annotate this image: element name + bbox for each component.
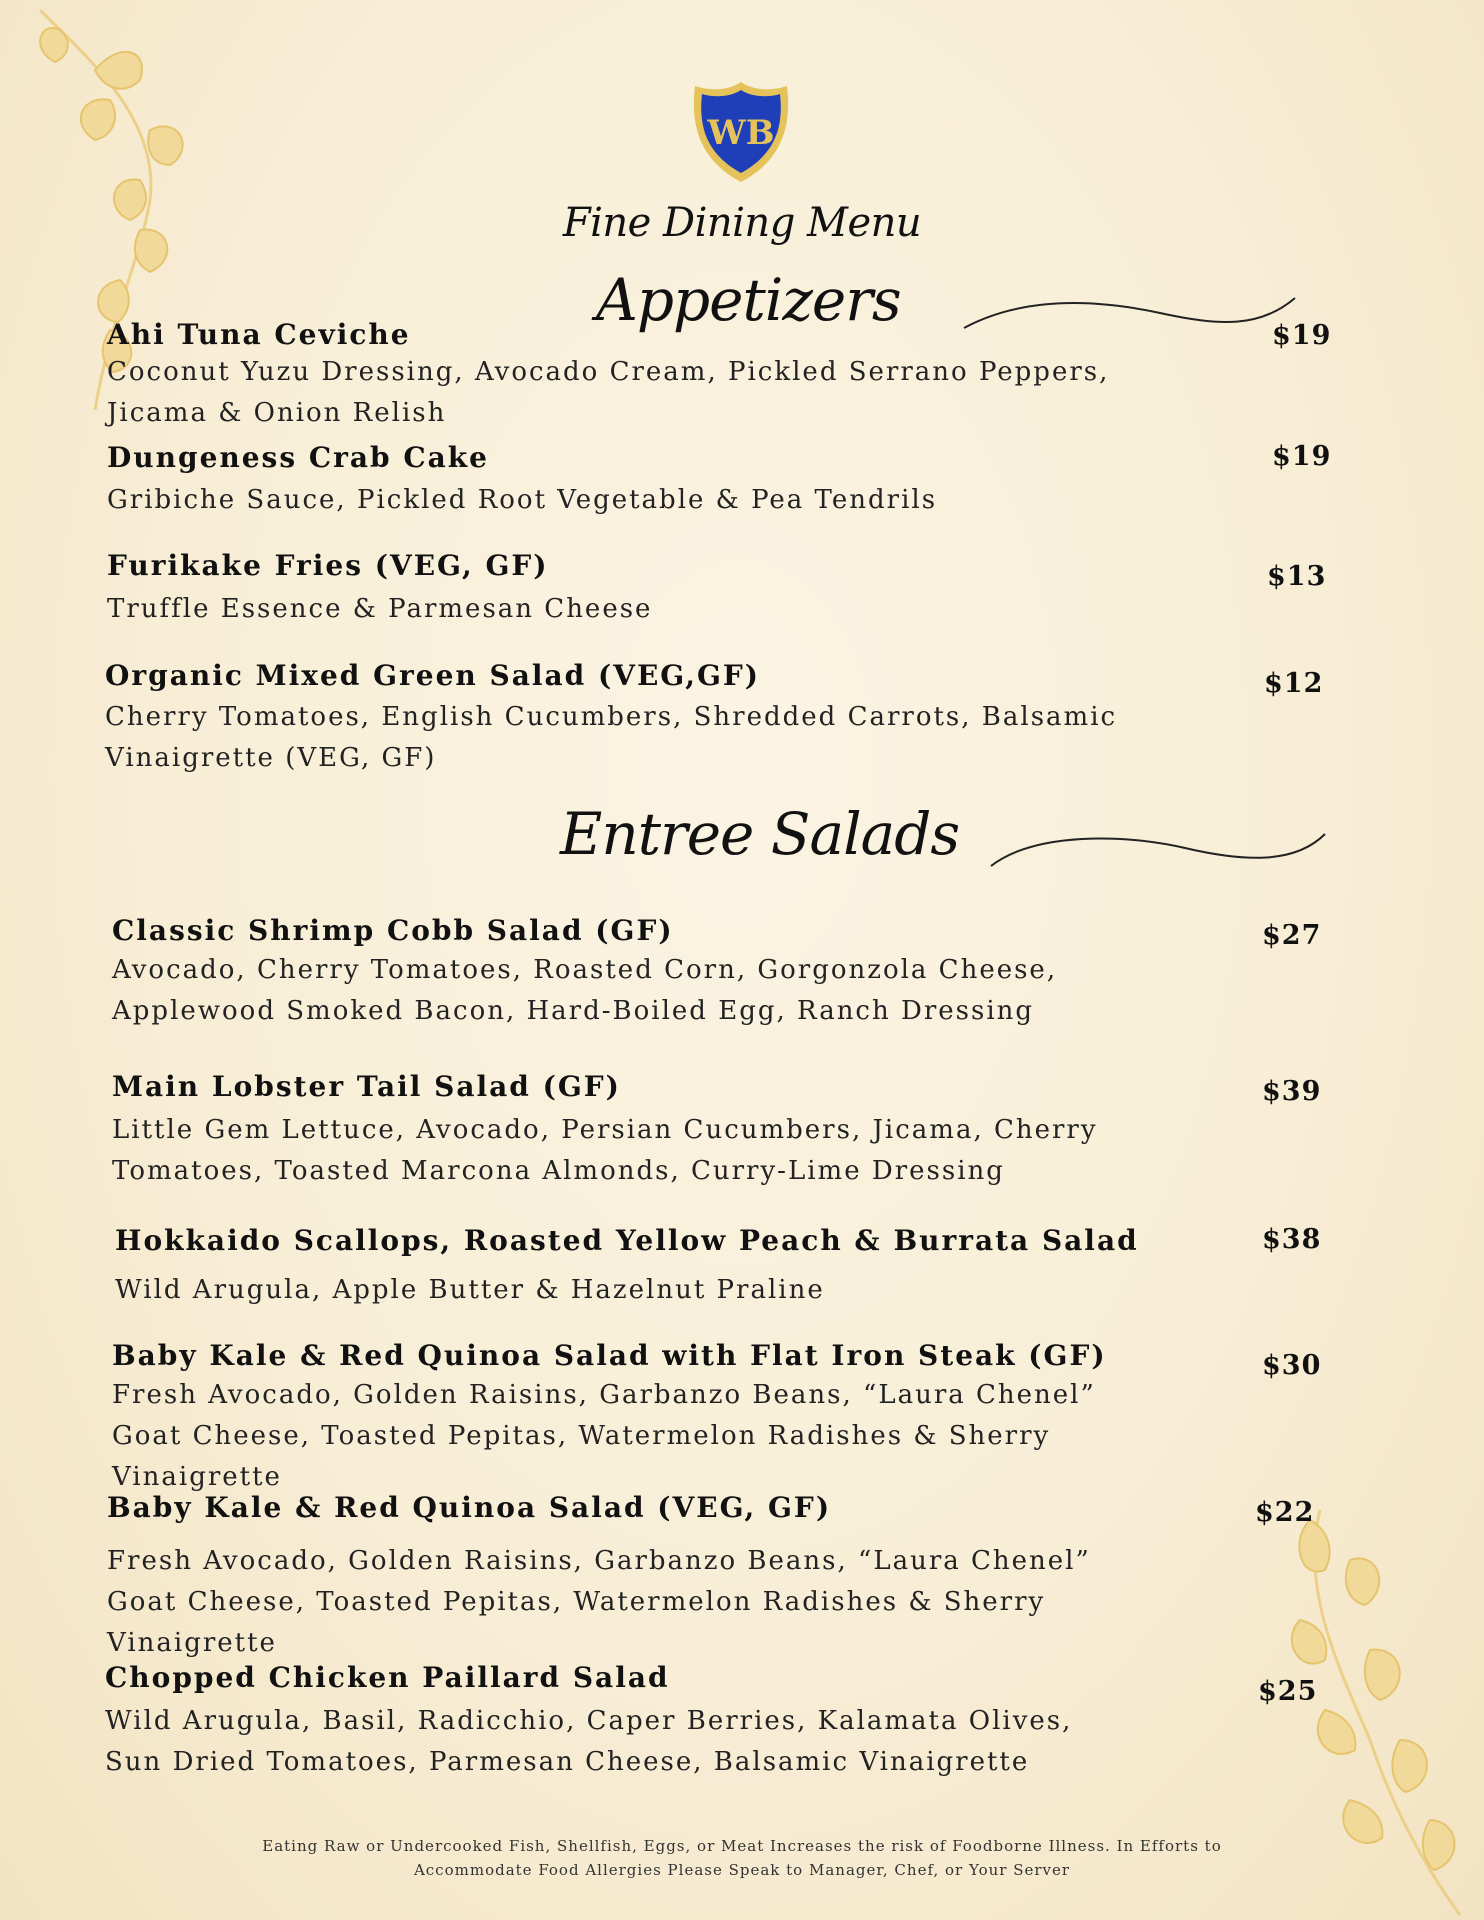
disclaimer-line-1: Eating Raw or Undercooked Fish, Shellfish, Eggs, or Meat Increases the risk of Foodborne Illness. In Efforts to	[262, 1837, 1222, 1855]
item-name: Baby Kale & Red Quinoa Salad with Flat Iron Steak (GF)	[112, 1339, 1107, 1372]
item-description: Wild Arugula, Basil, Radicchio, Caper Berries, Kalamata Olives, Sun Dried Tomatoes, Parmesan Cheese, Balsamic Vinaigrette	[105, 1706, 1073, 1777]
item-price: $30	[1262, 1350, 1322, 1381]
item-price: $27	[1262, 920, 1322, 951]
section-title-appetizers: Appetizers	[596, 266, 901, 334]
swash-appetizers-icon	[960, 288, 1300, 338]
item-name: Chopped Chicken Paillard Salad	[105, 1661, 670, 1694]
item-price: $19	[1272, 441, 1332, 472]
menu-title: Fine Dining Menu	[562, 200, 922, 246]
logo-text: WB	[707, 113, 775, 153]
item-name: Classic Shrimp Cobb Salad (GF)	[112, 914, 674, 947]
item-price: $22	[1255, 1497, 1315, 1528]
item-price: $19	[1272, 320, 1332, 351]
item-name: Organic Mixed Green Salad (VEG,GF)	[105, 659, 761, 692]
item-price: $38	[1262, 1224, 1322, 1255]
swash-entree-salads-icon	[985, 822, 1330, 872]
disclaimer-line-2: Accommodate Food Allergies Please Speak to Manager, Chef, or Your Server	[413, 1861, 1071, 1879]
item-price: $25	[1258, 1676, 1318, 1707]
item-price: $39	[1262, 1076, 1322, 1107]
allergy-disclaimer	[170, 1834, 1314, 1882]
item-description: Fresh Avocado, Golden Raisins, Garbanzo Beans, “Laura Chenel” Goat Cheese, Toasted Pepitas, Watermelon Radishes & Sherry Vinaigrette	[107, 1546, 1091, 1658]
wb-logo-shield-icon	[687, 78, 795, 186]
item-description: Coconut Yuzu Dressing, Avocado Cream, Pickled Serrano Peppers, Jicama & Onion Relish	[107, 357, 1110, 428]
item-description: Gribiche Sauce, Pickled Root Vegetable & Pea Tendrils	[107, 485, 938, 515]
item-description: Wild Arugula, Apple Butter & Hazelnut Praline	[115, 1275, 825, 1305]
item-name: Main Lobster Tail Salad (GF)	[112, 1070, 621, 1103]
section-title-entree-salads: Entree Salads	[560, 800, 960, 868]
item-description: Truffle Essence & Parmesan Cheese	[107, 594, 653, 624]
item-description: Fresh Avocado, Golden Raisins, Garbanzo Beans, “Laura Chenel” Goat Cheese, Toasted Pepitas, Watermelon Radishes & Sherry Vinaigrette	[112, 1380, 1096, 1492]
item-name: Baby Kale & Red Quinoa Salad (VEG, GF)	[107, 1491, 832, 1524]
item-price: $13	[1267, 561, 1327, 592]
item-description: Cherry Tomatoes, English Cucumbers, Shredded Carrots, Balsamic Vinaigrette (VEG, GF)	[105, 702, 1118, 773]
item-name: Ahi Tuna Ceviche	[107, 318, 411, 351]
item-name: Dungeness Crab Cake	[107, 441, 489, 474]
item-description: Little Gem Lettuce, Avocado, Persian Cucumbers, Jicama, Cherry Tomatoes, Toasted Marcona Almonds, Curry-Lime Dressing	[112, 1115, 1098, 1186]
item-description: Avocado, Cherry Tomatoes, Roasted Corn, Gorgonzola Cheese, Applewood Smoked Bacon, Hard-Boiled Egg, Ranch Dressing	[112, 955, 1058, 1026]
item-price: $12	[1264, 668, 1324, 699]
item-name: Furikake Fries (VEG, GF)	[107, 549, 549, 582]
item-name: Hokkaido Scallops, Roasted Yellow Peach & Burrata Salad	[115, 1224, 1139, 1257]
